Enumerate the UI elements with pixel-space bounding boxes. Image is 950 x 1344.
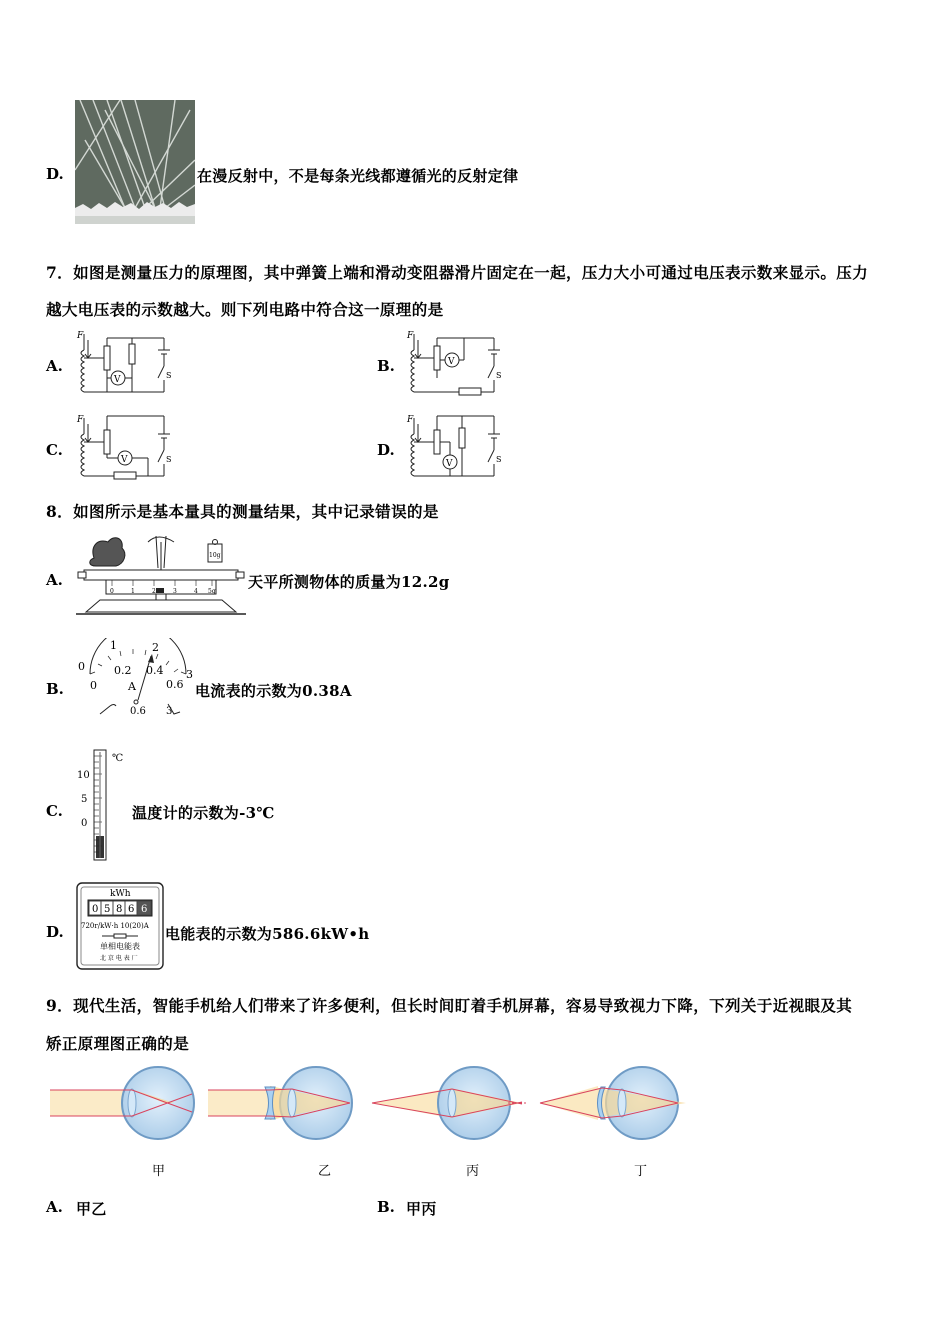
- eye-diagram-bing: [372, 1067, 528, 1139]
- diagram-label-yi: 乙: [318, 1164, 332, 1179]
- q8-option-a-text: 天平所测物体的质量为12.2g: [248, 573, 450, 591]
- weight-label: 10g: [209, 552, 221, 559]
- q7d-force-label: F: [407, 415, 414, 425]
- q7a-force-label: F: [77, 331, 84, 341]
- q7-stem-line1: 7．如图是测量压力的原理图，其中弹簧上端和滑动变阻器滑片固定在一起，压力大小可通过电压表示数来显示。压力: [46, 263, 869, 282]
- scale-tick-1: 1: [131, 588, 135, 595]
- q9-option-b-text: 甲丙: [406, 1200, 437, 1218]
- ammeter-terminal-06: 0.6: [130, 706, 146, 717]
- meter-digit-1: 0: [92, 904, 99, 915]
- ammeter-top-tick-3: 3: [186, 668, 193, 681]
- q9-option-a-text: 甲乙: [76, 1200, 107, 1218]
- q9-option-b-label: B.: [377, 1198, 395, 1216]
- meter-maker: 北 京 电 表 厂: [100, 955, 138, 962]
- q7a-voltmeter-label: V: [114, 375, 121, 385]
- q7-option-d-label: D.: [377, 441, 395, 459]
- q7-circuit-c: [74, 412, 174, 482]
- electric-meter-figure: [76, 882, 164, 970]
- scale-tick-5: 5g: [208, 588, 216, 595]
- thermometer-unit: ℃: [112, 753, 124, 764]
- q8-option-a-label: A.: [46, 571, 63, 589]
- diagram-label-bing: 丙: [466, 1164, 480, 1179]
- q7-option-c-label: C.: [46, 441, 63, 459]
- thermometer-tick-0: 0: [81, 818, 88, 829]
- meter-digit-5: 6: [141, 904, 148, 915]
- q8-option-c-text: 温度计的示数为-3℃: [132, 804, 275, 822]
- diffuse-reflection-photo: [75, 100, 195, 224]
- thermometer-figure: [76, 748, 132, 864]
- meter-unit: kWh: [110, 889, 131, 899]
- q9-stem-line1: 9．现代生活，智能手机给人们带来了许多便利，但长时间盯着手机屏幕，容易导致视力下降，下列关于近视眼及其: [46, 996, 853, 1015]
- q7-circuit-b: [404, 328, 504, 396]
- q6-option-d-text: 在漫反射中，不是每条光线都遵循光的反射定律: [197, 167, 519, 185]
- diagram-label-ding: 丁: [634, 1164, 648, 1179]
- eye-diagram-ding: [540, 1067, 686, 1139]
- scale-tick-4: 4: [194, 588, 198, 595]
- q7-stem-line2: 越大电压表的示数越大。则下列电路中符合这一原理的是: [46, 300, 444, 319]
- eye-diagram-yi: [208, 1067, 352, 1139]
- diagram-label-jia: 甲: [152, 1164, 166, 1179]
- q7d-switch-label: S: [496, 455, 502, 464]
- q7-circuit-d: [404, 412, 504, 482]
- scale-tick-2: 2: [152, 588, 156, 595]
- q8-option-d-text: 电能表的示数为586.6kW•h: [165, 925, 370, 943]
- thermometer-tick-5: 5: [81, 794, 88, 805]
- meter-rating: 720r/kW·h 10(20)A: [81, 922, 149, 930]
- q7-option-b-label: B.: [377, 357, 395, 375]
- scale-tick-0: 0: [110, 588, 114, 595]
- meter-digit-4: 6: [128, 904, 135, 915]
- ammeter-top-tick-1: 1: [110, 639, 117, 652]
- q8-stem: 8．如图所示是基本量具的测量结果，其中记录错误的是: [46, 502, 439, 521]
- ammeter-bottom-tick-2: 0.4: [146, 664, 164, 677]
- q7-option-a-label: A.: [46, 357, 63, 375]
- q9-stem-line2: 矫正原理图正确的是: [46, 1034, 190, 1053]
- ammeter-unit: A: [128, 680, 136, 693]
- q7b-voltmeter-label: V: [448, 357, 455, 367]
- ammeter-top-tick-2: 2: [152, 641, 159, 654]
- q8-option-d-label: D.: [46, 923, 64, 941]
- scale-tick-3: 3: [173, 588, 177, 595]
- q7c-force-label: F: [77, 415, 84, 425]
- ammeter-bottom-tick-1: 0.2: [114, 664, 132, 677]
- q9-option-a-label: A.: [46, 1198, 63, 1216]
- ammeter-top-tick-0: 0: [78, 660, 85, 673]
- q8-option-b-label: B.: [46, 680, 64, 698]
- q7c-voltmeter-label: V: [121, 455, 128, 465]
- q7a-switch-label: S: [166, 371, 172, 380]
- q7c-switch-label: S: [166, 455, 172, 464]
- q7b-force-label: F: [407, 331, 414, 341]
- q8-option-b-text: 电流表的示数为0.38A: [195, 682, 352, 700]
- q7b-switch-label: S: [496, 371, 502, 380]
- q7d-voltmeter-label: V: [446, 459, 453, 469]
- ammeter-bottom-tick-3: 0.6: [166, 678, 184, 691]
- meter-name: 单相电能表: [100, 942, 140, 951]
- q6-option-d-label: D.: [46, 165, 64, 183]
- q7-circuit-a: [74, 328, 174, 396]
- q8-option-c-label: C.: [46, 802, 63, 820]
- ammeter-terminal-3: 3: [166, 706, 173, 717]
- ammeter-bottom-tick-0: 0: [90, 679, 97, 692]
- balance-scale-figure: [76, 532, 246, 616]
- ammeter-figure: [76, 638, 194, 718]
- eye-diagram-jia: [50, 1067, 194, 1139]
- meter-digit-2: 5: [104, 904, 111, 915]
- meter-digit-3: 8: [116, 904, 123, 915]
- thermometer-tick-10: 10: [77, 770, 90, 781]
- eye-diagrams-figure: [46, 1060, 686, 1184]
